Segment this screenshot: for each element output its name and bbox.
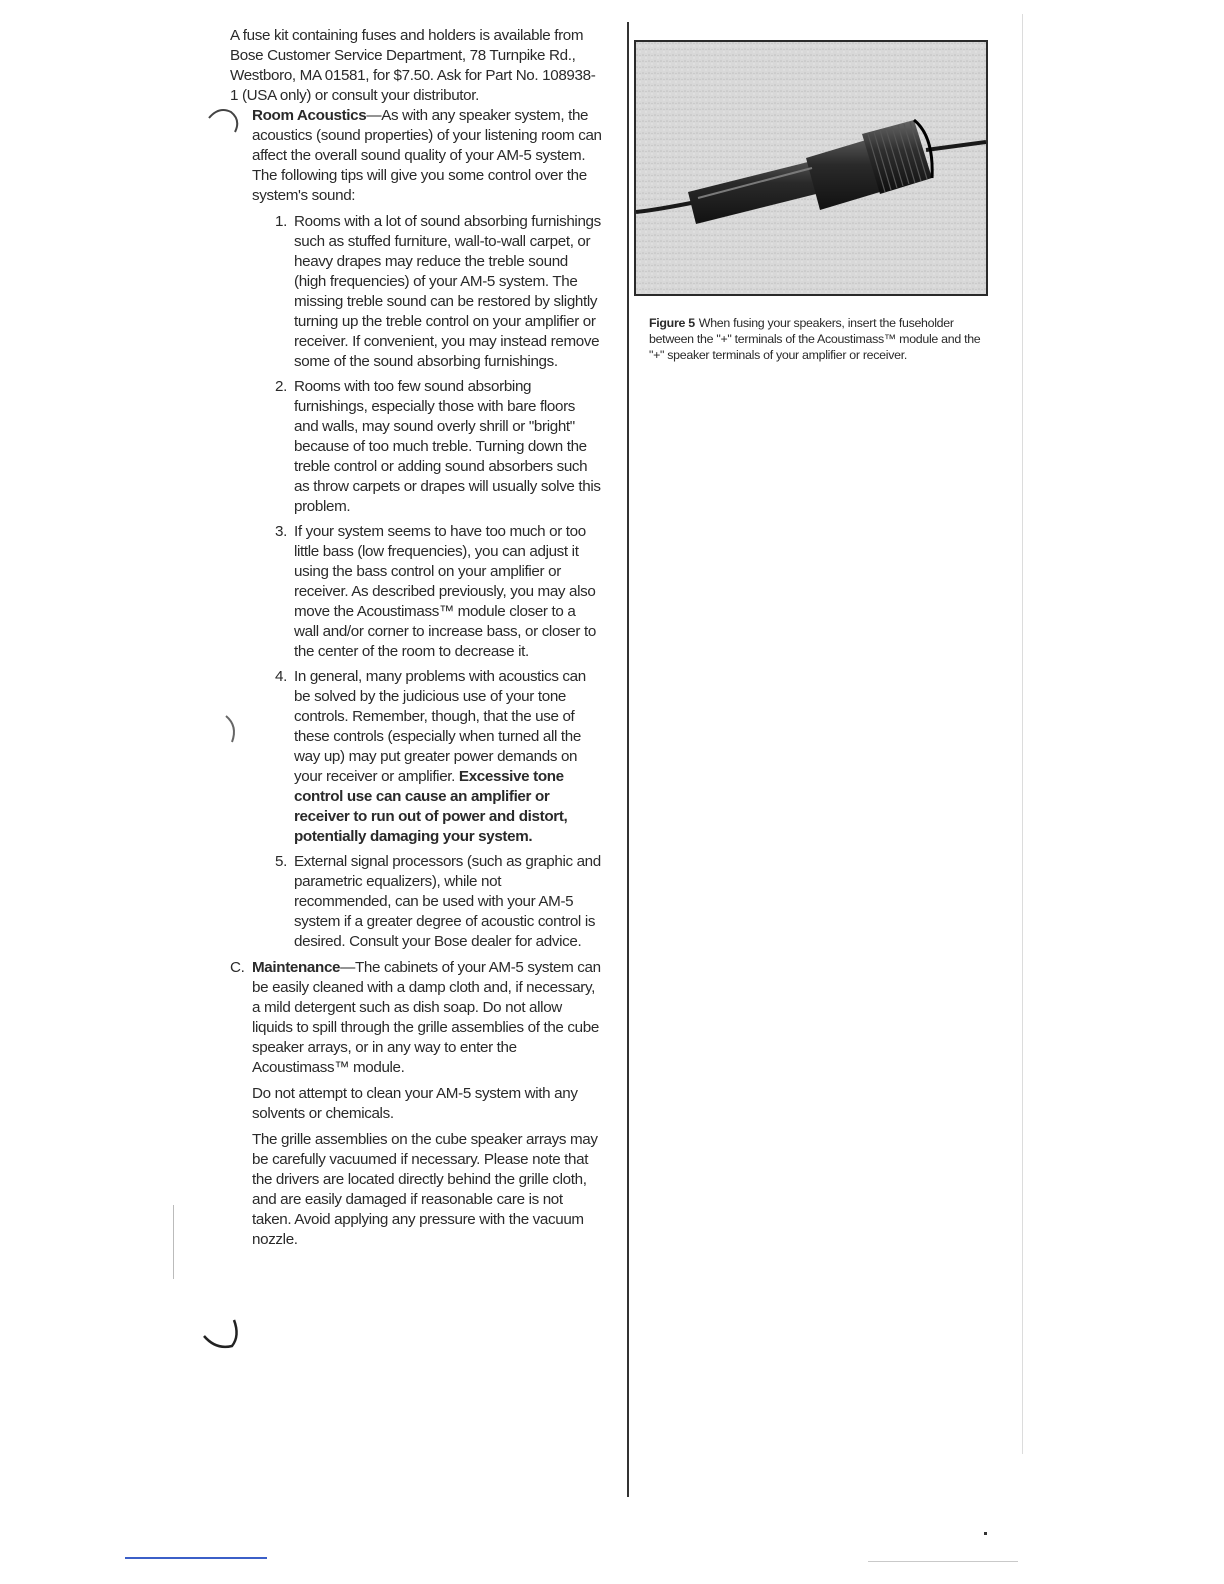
list-item-number: 2.: [275, 378, 287, 395]
figure-5-image: [634, 40, 988, 296]
list-item-number: 1.: [275, 213, 287, 230]
page-edge-line: [1022, 14, 1023, 1454]
room-acoustics-section: [230, 106, 602, 952]
bottom-edge-mark: [125, 1557, 267, 1559]
list-item-number: 4.: [275, 668, 287, 685]
binder-mark-bottom: [198, 1316, 246, 1356]
section-letter: C.: [230, 959, 245, 976]
list-item-number: 3.: [275, 523, 287, 540]
acoustics-tips-list: [252, 212, 602, 952]
margin-tick: [173, 1205, 174, 1279]
room-acoustics-heading: Room Acoustics: [252, 107, 367, 124]
maintenance-paragraph-3: The grille assemblies on the cube speaker arrays may be carefully vacuumed if necessary. Please note that the drivers are located directly behind the grille cloth, and are easily damaged if reasonable care is not taken. Avoid applying any pressure with the vacuum nozzle.: [252, 1131, 598, 1248]
room-acoustics-intro: —As with any speaker system, the acoustics (sound properties) of your listening room can affect the overall sound quality of your AM-5 system. The following tips will give you some control over the system's sound:: [252, 107, 602, 204]
list-item: [275, 852, 602, 952]
list-item-text: Rooms with too few sound absorbing furnishings, especially those with bare floors and walls, may sound overly shrill or "bright" because of too much treble. Turning down the treble control or adding sound absorbers such as throw carpets or drapes will usually solve this problem.: [294, 378, 601, 515]
list-item: [275, 667, 602, 847]
maintenance-heading: Maintenance: [252, 959, 341, 976]
binder-mark-middle: [222, 712, 246, 748]
list-item: [275, 522, 602, 662]
list-item-text: If your system seems to have too much or too little bass (low frequencies), you can adjust it using the bass control on your amplifier or receiver. As described previously, you may also move the Acoustimass™ module closer to a wall and/or corner to increase bass, or closer to the center of the room to decrease it.: [294, 523, 596, 660]
list-item-text: Rooms with a lot of sound absorbing furnishings such as stuffed furniture, wall-to-wall carpet, or heavy drapes may reduce the treble sound (high frequencies) of your AM-5 system. The missing treble sound can be restored by slightly turning up the treble control on your amplifier or receiver. If convenient, you may instead remove some of the sound absorbing furnishings.: [294, 213, 601, 370]
left-column: [230, 26, 602, 1256]
figure-caption-text: When fusing your speakers, insert the fuseholder between the "+" terminals of the Acoustimass™ module and the "+" speaker terminals of your amplifier or receiver.: [649, 316, 981, 362]
list-item: [275, 212, 602, 372]
list-item: [275, 377, 602, 517]
fuseholder-photo: [636, 42, 986, 294]
binder-mark-top: [205, 104, 245, 144]
list-item-number: 5.: [275, 853, 287, 870]
fuse-kit-paragraph: A fuse kit containing fuses and holders is available from Bose Customer Service Department, 78 Turnpike Rd., Westboro, MA 01581, for $7.50. Ask for Part No. 108938-1 (USA only) or consult your distributor.: [230, 27, 596, 104]
tone-control-warning: Excessive tone control use can cause an amplifier or receiver to run out of power and distort, potentially damaging your system.: [294, 768, 568, 845]
bottom-edge-shadow: [868, 1561, 1018, 1562]
maintenance-section: [230, 958, 602, 1250]
maintenance-paragraph-2: Do not attempt to clean your AM-5 system with any solvents or chemicals.: [252, 1085, 578, 1122]
maintenance-text: —The cabinets of your AM-5 system can be easily cleaned with a damp cloth and, if necessary, a mild detergent such as dish soap. Do not allow liquids to spill through the grille assemblies of the cube speaker arrays, or in any way to enter the Acoustimass™ module.: [252, 959, 601, 1076]
figure-5-caption: [649, 315, 989, 363]
list-item-text: External signal processors (such as graphic and parametric equalizers), while not recommended, can be used with your AM-5 system if a greater degree of acoustic control is desired. Consult your Bose dealer for advice.: [294, 853, 601, 950]
column-divider: [627, 22, 629, 1497]
list-item-text: In general, many problems with acoustics can be solved by the judicious use of your tone controls. Remember, though, that the use of these controls (especially when turned all the way up) may put greater power demands on your receiver or amplifier.: [294, 668, 586, 785]
speck: [984, 1532, 987, 1535]
figure-label: Figure 5: [649, 316, 695, 330]
